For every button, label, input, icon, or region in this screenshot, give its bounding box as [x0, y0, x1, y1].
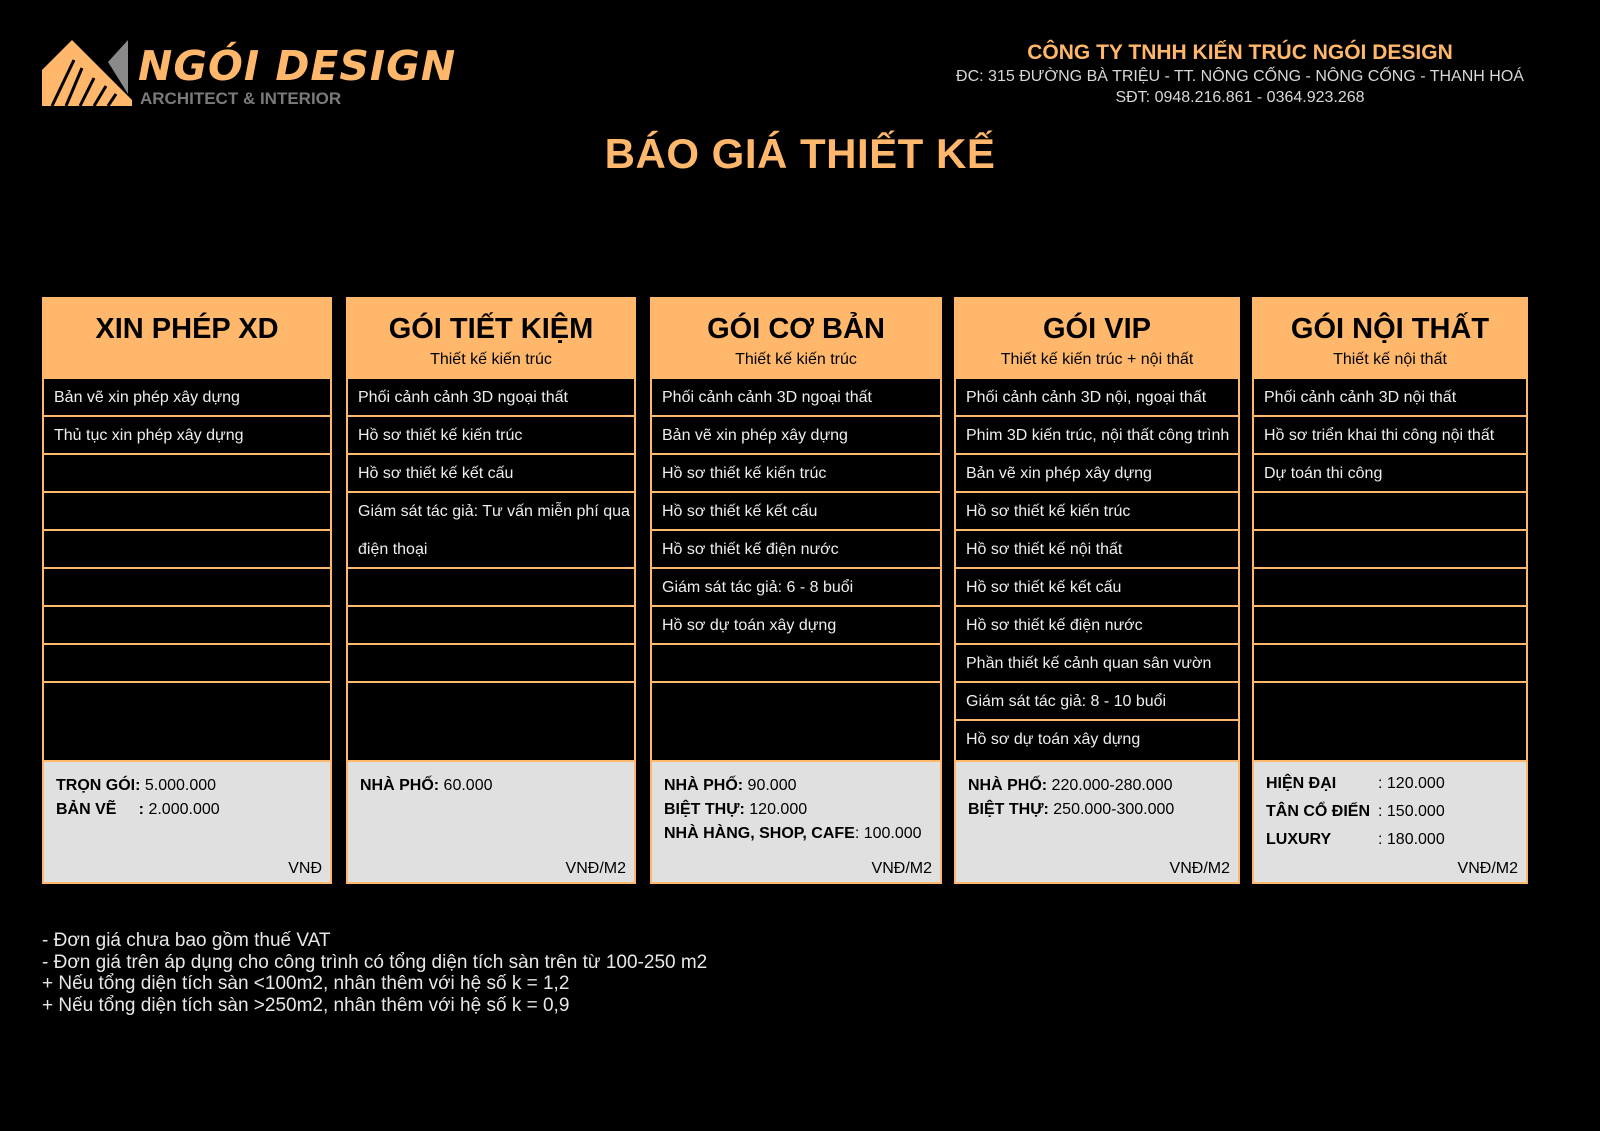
package-subtitle: Thiết kế nội thất: [1333, 351, 1447, 368]
list-item: [44, 455, 330, 493]
package-items: [44, 379, 330, 760]
list-item: Bản vẽ xin phép xây dựng: [652, 417, 940, 455]
list-item: Giám sát tác giả: 8 - 10 buổi: [956, 683, 1238, 721]
price-unit: VNĐ/M2: [565, 860, 626, 877]
package-subtitle: Thiết kế kiến trúc + nội thất: [1000, 351, 1194, 368]
list-item: [348, 645, 634, 683]
price-line: NHÀ PHỐ: 220.000-280.000: [968, 777, 1173, 794]
list-item: [44, 645, 330, 683]
package-items: [652, 379, 940, 760]
list-item: Hồ sơ triển khai thi công nội thất: [1254, 417, 1526, 455]
list-item: Giám sát tác giả: 6 - 8 buổi: [652, 569, 940, 607]
list-item: [1254, 607, 1526, 645]
list-item: [44, 493, 330, 531]
list-item: Bản vẽ xin phép xây dựng: [956, 455, 1238, 493]
price-unit: VNĐ/M2: [1457, 860, 1518, 877]
package-price: [348, 760, 634, 882]
list-item: [1254, 493, 1526, 531]
list-item: Phối cảnh cảnh 3D ngoại thất: [348, 379, 634, 417]
list-item: Phần thiết kế cảnh quan sân vườn: [956, 645, 1238, 683]
list-item: Phim 3D kiến trúc, nội thất công trình: [956, 417, 1238, 455]
list-item: [44, 531, 330, 569]
package-items: [348, 379, 634, 760]
package-card-co-ban: [650, 297, 942, 884]
list-item: [348, 683, 634, 721]
list-item: Hồ sơ thiết kế nội thất: [956, 531, 1238, 569]
price-line: BIỆT THỰ: 250.000-300.000: [968, 801, 1175, 818]
list-item: [44, 607, 330, 645]
package-header: [348, 299, 634, 379]
list-item: [44, 683, 330, 721]
package-title: GÓI VIP: [1043, 313, 1151, 345]
list-item: Hồ sơ dự toán xây dựng: [652, 607, 940, 645]
list-item: Giám sát tác giả: Tư vấn miễn phí qua điện thoại: [348, 493, 634, 569]
list-item: [348, 569, 634, 607]
package-card-tiet-kiem: [346, 297, 636, 884]
package-price: [1254, 760, 1526, 882]
package-card-xin-phep: [42, 297, 332, 884]
package-card-vip: [954, 297, 1240, 884]
table-row: LUXURY : 180.000: [1266, 831, 1445, 848]
notes: [42, 930, 707, 1016]
list-item: Hồ sơ dự toán xây dựng: [966, 731, 1141, 748]
package-price: [652, 760, 940, 882]
package-title: GÓI NỘI THẤT: [1290, 313, 1490, 345]
brand-name: NGÓI DESIGN: [138, 42, 457, 90]
price-unit: VNĐ/M2: [871, 860, 932, 877]
price-line: BIỆT THỰ: 120.000: [664, 801, 808, 818]
price-line: NHÀ PHỐ: 60.000: [360, 777, 493, 794]
package-subtitle: Thiết kế kiến trúc: [430, 351, 552, 368]
page-title: BÁO GIÁ THIẾT KẾ: [604, 130, 996, 177]
list-item: [348, 607, 634, 645]
company-phone: SĐT: 0948.216.861 - 0364.923.268: [1115, 89, 1365, 106]
package-card-noi-that: [1252, 297, 1528, 884]
list-item: Hồ sơ thiết kế kiến trúc: [652, 455, 940, 493]
pricing-columns: [0, 297, 1600, 887]
list-item: [44, 569, 330, 607]
package-header: [1254, 299, 1526, 379]
note-line: - Đơn giá trên áp dụng cho công trình có tổng diện tích sàn trên từ 100-250 m2: [42, 951, 708, 973]
brand-tagline: ARCHITECT & INTERIOR: [140, 89, 342, 108]
list-item: Bản vẽ xin phép xây dựng: [44, 379, 330, 417]
list-item: Hồ sơ thiết kế kết cấu: [652, 493, 940, 531]
package-items: [1254, 379, 1526, 760]
list-item: [1254, 645, 1526, 683]
list-item: [1254, 531, 1526, 569]
list-item: Phối cảnh cảnh 3D nội thất: [1254, 379, 1526, 417]
list-item: Hồ sơ thiết kế kết cấu: [348, 455, 634, 493]
price-line: NHÀ HÀNG, SHOP, CAFE: 100.000: [664, 825, 922, 842]
package-items: [956, 379, 1238, 760]
company-info: [920, 40, 1560, 108]
list-item: Dự toán thi công: [1254, 455, 1526, 493]
price-unit: VNĐ: [288, 860, 322, 877]
logo-roof-icon: [42, 40, 134, 106]
list-item: [1254, 683, 1526, 721]
package-header: [956, 299, 1238, 379]
package-header: [652, 299, 940, 379]
note-line: + Nếu tổng diện tích sàn <100m2, nhân thêm với hệ số k = 1,2: [42, 973, 570, 994]
price-table: [1266, 770, 1445, 854]
package-title: GÓI TIẾT KIỆM: [388, 313, 594, 345]
table-row: HIỆN ĐẠI : 120.000: [1266, 775, 1445, 792]
price-line: TRỌN GÓI: 5.000.000: [56, 777, 217, 794]
list-item: [652, 683, 940, 721]
list-item: Hồ sơ thiết kế điện nước: [956, 607, 1238, 645]
note-line: - Đơn giá chưa bao gồm thuế VAT: [42, 930, 331, 951]
company-address: ĐC: 315 ĐƯỜNG BÀ TRIỆU - TT. NÔNG CỐNG - NÔNG CỐNG - THANH HOÁ: [956, 68, 1524, 85]
package-price: [956, 760, 1238, 882]
list-item: Hồ sơ thiết kế kiến trúc: [348, 417, 634, 455]
price-unit: VNĐ/M2: [1169, 860, 1230, 877]
list-item: Hồ sơ thiết kế điện nước: [652, 531, 940, 569]
list-item: [652, 645, 940, 683]
logo: [42, 40, 457, 112]
list-item: Hồ sơ thiết kế kết cấu: [956, 569, 1238, 607]
package-subtitle: Thiết kế kiến trúc: [735, 351, 857, 368]
package-price: [44, 760, 330, 882]
note-line: + Nếu tổng diện tích sàn >250m2, nhân thêm với hệ số k = 0,9: [42, 994, 570, 1016]
list-item: Hồ sơ thiết kế kiến trúc: [956, 493, 1238, 531]
table-row: TÂN CỔ ĐIỂN : 150.000: [1266, 803, 1445, 820]
list-item: Phối cảnh cảnh 3D ngoại thất: [652, 379, 940, 417]
package-title: GÓI CƠ BẢN: [707, 313, 885, 345]
package-title: XIN PHÉP XD: [95, 313, 279, 345]
price-line: BẢN VẼ : 2.000.000: [56, 801, 220, 818]
company-name: CÔNG TY TNHH KIẾN TRÚC NGÓI DESIGN: [1027, 41, 1453, 64]
price-line: NHÀ PHỐ: 90.000: [664, 777, 797, 794]
list-item: Phối cảnh cảnh 3D nội, ngoại thất: [956, 379, 1238, 417]
list-item: Thủ tục xin phép xây dựng: [44, 417, 330, 455]
package-header: [44, 299, 330, 379]
list-item: [1254, 569, 1526, 607]
